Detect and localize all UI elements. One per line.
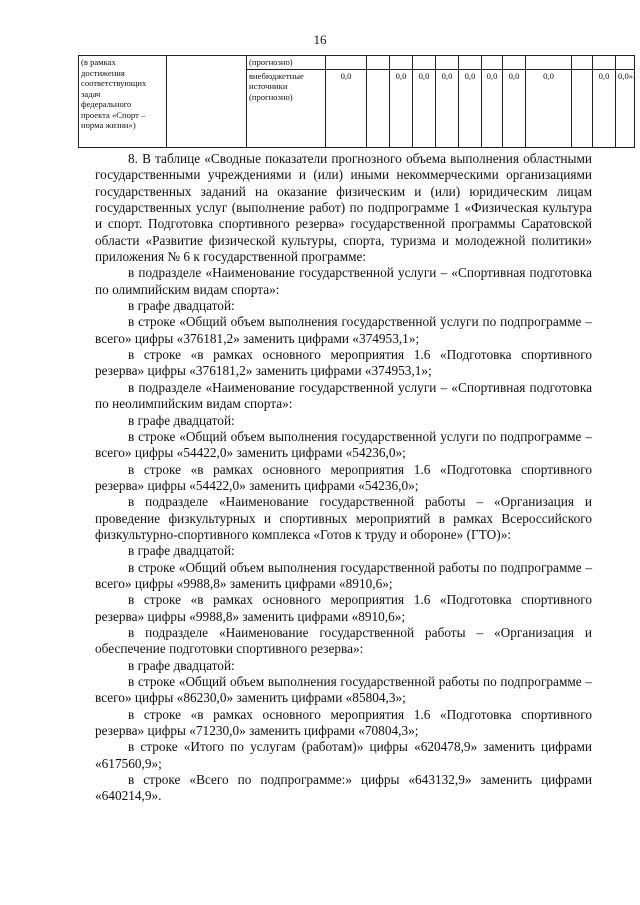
cell-line: внебюджетные: [249, 70, 304, 81]
table-cell-value: 0,0: [413, 69, 436, 147]
table-cell-empty: [572, 56, 593, 70]
document-body: [95, 151, 592, 805]
paragraph: в строке «в рамках основного мероприятия 1.6 «Подготовка спортивного резерва» цифры «376181,2» заменить цифрами «374953,1»;: [95, 347, 592, 379]
paragraph: в графе двадцатой:: [128, 657, 235, 673]
cell-line: источники: [249, 81, 288, 91]
table-cell-source: [247, 69, 326, 147]
table-cell-value: 0,0: [526, 69, 572, 147]
paragraph: в строке «Всего по подпрограмме:» цифры «643132,9» заменить цифрами «640214,9».: [95, 772, 592, 804]
cell-line: соответствующих: [81, 78, 147, 88]
table-cell-value: 0,0: [326, 69, 367, 147]
table-cell-value: 0,0: [390, 69, 413, 147]
paragraph: в графе двадцатой:: [128, 298, 235, 314]
cell-line: достижения: [81, 67, 125, 78]
table-cell-value: 0,0: [503, 69, 526, 147]
table-cell-empty: [503, 56, 526, 70]
table-cell-empty: [616, 56, 635, 70]
paragraph: в строке «в рамках основного мероприятия 1.6 «Подготовка спортивного резерва» цифры «9988,8» заменить цифрами «8910,6»;: [95, 592, 592, 624]
paragraph-item-8: 8. В таблице «Сводные показатели прогнозного объема выполнения областными государственными учреждениями и (или) иными некоммерческими организациями государственных заданий на оказание физическим и (или) юридическим лицам государственных услуг (выполнение работ) по подпрограмме 1 «Физическая культура и спорт. Подготовка спортивного резерва» государственной программы Саратовской области «Развитие физической культуры, спорта, туризма и молодежной политики» приложения № 6 к государственной программе:: [95, 151, 592, 265]
paragraph: в подразделе «Наименование государственной работы – «Организация и проведение физкультурных и спортивных мероприятий в рамках Всероссийского физкультурно-спортивного комплекса «Готов к труду и обороне» (ГТО)»:: [95, 494, 592, 542]
paragraph: в графе двадцатой:: [128, 543, 235, 559]
table-cell-empty: [593, 56, 616, 70]
table-cell-empty: [436, 56, 459, 70]
table-cell-empty: [390, 56, 413, 70]
paragraph: в графе двадцатой:: [128, 412, 235, 428]
paragraph: в подразделе «Наименование государственной работы – «Организация и обеспечение подготовки спортивного резерва»:: [95, 624, 592, 657]
paragraph: в строке «Общий объем выполнения государственной работы по подпрограмме – всего» цифры «86230,0» заменить цифрами «85804,3»;: [95, 674, 592, 706]
cell-line: (прогнозно): [249, 91, 293, 102]
paragraph: в строке «Итого по услугам (работам)» цифры «620478,9» заменить цифрами «617560,9»;: [95, 739, 592, 771]
cell-line: проекта «Спорт –: [81, 109, 146, 120]
table-cell-source: (прогнозно): [247, 56, 326, 70]
table-cell-empty: [367, 56, 390, 70]
paragraph: в строке «Общий объем выполнения государственной работы по подпрограмме – всего» цифры «9988,8» заменить цифрами «8910,6»;: [95, 559, 592, 591]
table-cell-value: 0,0: [593, 69, 616, 147]
page-number: 16: [313, 32, 327, 47]
table-cell-col1: [79, 56, 167, 148]
paragraph: в строке «в рамках основного мероприятия 1.6 «Подготовка спортивного резерва» цифры «71230,0» заменить цифрами «70804,3»;: [95, 706, 592, 739]
paragraph: в подразделе «Наименование государственной услуги – «Спортивная подготовка по олимпийским видам спорта»:: [95, 265, 592, 297]
cell-line: задач: [81, 88, 101, 99]
table-cell-value: 0,0».: [616, 69, 635, 147]
table-cell-value: 0,0: [459, 69, 482, 147]
table-cell-empty: [459, 56, 482, 70]
table-cell-empty: [482, 56, 503, 70]
table-cell-empty: [572, 69, 593, 147]
table-cell-empty: [526, 56, 572, 70]
table-cell-value: 0,0: [436, 69, 459, 147]
paragraph: в строке «в рамках основного мероприятия 1.6 «Подготовка спортивного резерва» цифры «54422,0» заменить цифрами «54236,0»;: [95, 461, 592, 493]
cell-line: норма жизни»): [81, 120, 136, 130]
table-cell-empty: [367, 69, 390, 147]
paragraph: в строке «Общий объем выполнения государственной услуги по подпрограмме – всего» цифры «54422,0» заменить цифрами «54236,0»;: [95, 428, 592, 461]
table-fragment: [78, 55, 635, 148]
cell-line: федерального: [81, 99, 132, 109]
table-row: [79, 56, 635, 70]
table-cell-empty: [413, 56, 436, 70]
table-cell-value: 0,0: [482, 69, 503, 147]
paragraph: в строке «Общий объем выполнения государственной услуги по подпрограмме – всего» цифры «376181,2» заменить цифрами «374953,1»;: [95, 314, 592, 346]
paragraph: в подразделе «Наименование государственной услуги – «Спортивная подготовка по неолимпийским видам спорта»:: [95, 379, 592, 412]
cell-line: (в рамках: [81, 57, 116, 67]
table-cell-empty: [326, 56, 367, 70]
table-cell-empty: [167, 56, 247, 148]
